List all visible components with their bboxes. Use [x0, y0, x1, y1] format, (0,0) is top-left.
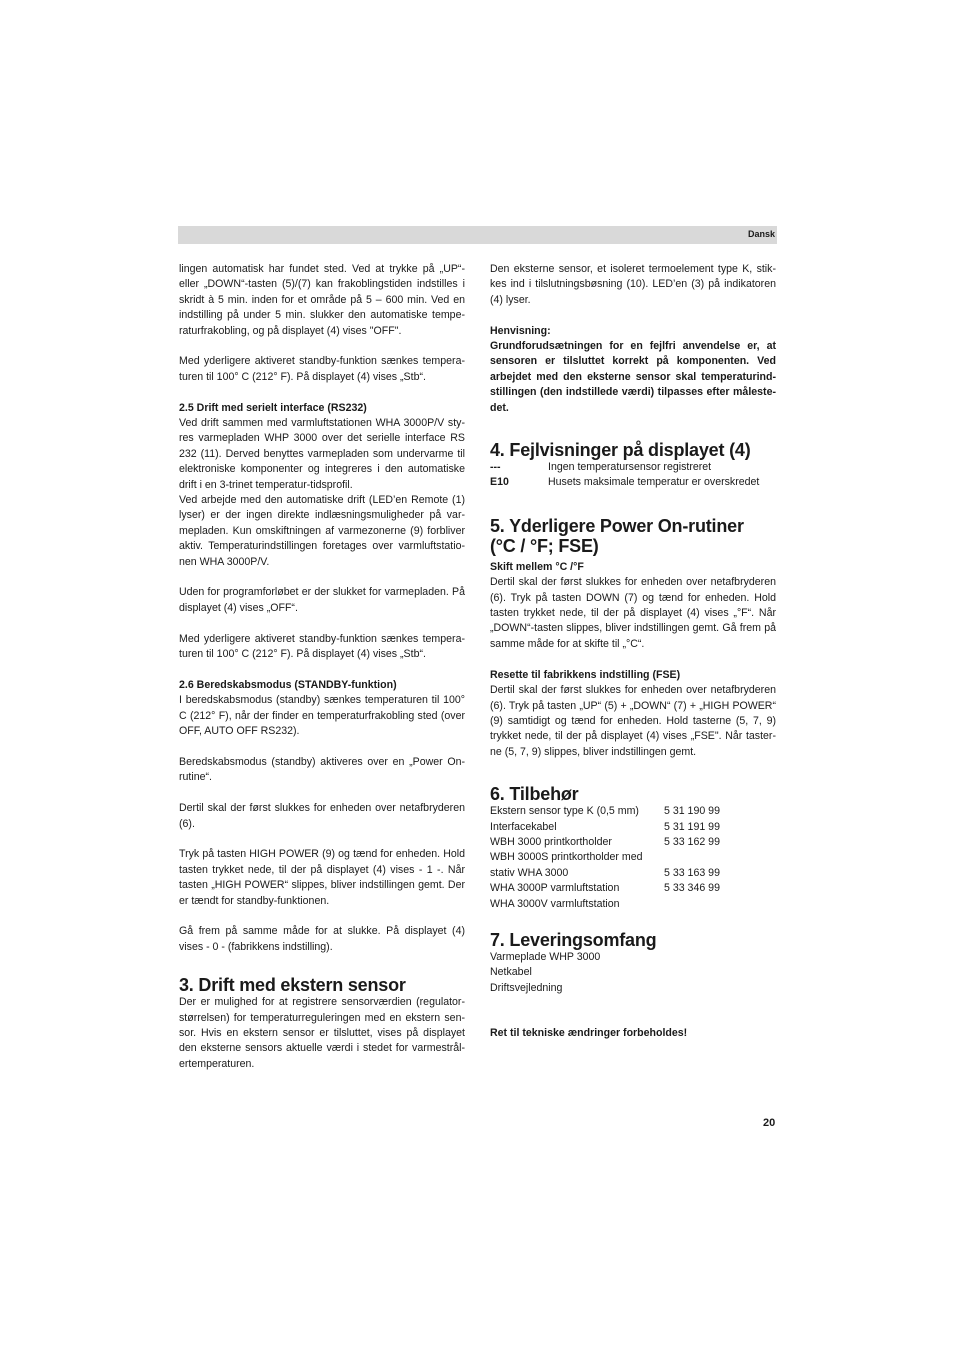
section-4-heading: 4. Fejlvisninger på displayet (4) [490, 440, 751, 461]
section-3-paragraph: Den eksterne sensor, et isoleret termoelement type K, stik-kes ind i tilslutningsbøsning (10). LED’en (3) på indikatoren (4) lyser. [490, 263, 776, 306]
section-5-heading: 5. Yderligere Power On-rutiner [490, 515, 744, 536]
accessory-name: WHA 3000P varmluftstation [490, 882, 620, 895]
footer-note: Ret til tekniske ændringer forbeholdes! [490, 1027, 688, 1040]
section-2-6-paragraph: Gå frem på samme måde for at slukke. På displayet (4) vises - 0 - (fabrikkens indstilling). [179, 925, 465, 953]
delivery-item: Netkabel [490, 966, 532, 979]
accessory-row [490, 897, 776, 912]
section-3-paragraph: Der er mulighed for at registrere sensorværdien (regulator-størrelsen) for temperaturreguleringen med en ekstern sen-sor. Hvis en ekstern sensor er tilsluttet, vises på displayet den eksterne sensors aktuelle værdi i stedet for varmestrål-ertemperaturen. [179, 996, 465, 1070]
accessory-name: Ekstern sensor type K (0,5 mm) [490, 805, 639, 818]
error-text: Husets maksimale temperatur er overskredet [548, 476, 760, 489]
section-5-heading-line-2: (°C / °F; FSE) [490, 535, 599, 556]
section-6-heading: 6. Tilbehør [490, 784, 579, 805]
error-row [490, 460, 776, 475]
note-text: Grundforudsætningen for en fejlfri anvendelse er, at sensoren er tilsluttet korrekt på komponenten. Ved arbejdet med den eksterne sensor skal temperaturind-stillingen (den indstillede værdi) tilpasses efter måleste-det. [490, 340, 776, 414]
accessory-row [490, 804, 776, 819]
accessory-name: WBH 3000 printkortholder [490, 835, 612, 848]
error-code: --- [490, 461, 501, 474]
header-bar [178, 226, 777, 244]
note-heading: Henvisning: [490, 324, 551, 337]
standby-paragraph: Med yderligere aktiveret standby-funktion sænkes tempera-turen til 100° C (212° F). På displayet (4) vises „Stb“. [179, 355, 465, 383]
accessory-row [490, 820, 776, 835]
accessory-name: Interfacekabel [490, 820, 557, 833]
accessory-name: stativ WHA 3000 [490, 866, 569, 879]
section-2-6-paragraph: Dertil skal der først slukkes for enheden over netafbryderen (6). [179, 802, 465, 830]
accessory-row [490, 881, 776, 896]
accessory-row [490, 850, 776, 865]
section-5-subheading: Skift mellem °C /°F [490, 560, 584, 573]
delivery-item: Driftsvejledning [490, 981, 563, 994]
standby-paragraph: Med yderligere aktiveret standby-funktion sænkes tempera-turen til 100° C (212° F). På displayet (4) vises „Stb“. [179, 632, 465, 661]
accessory-name: WHA 3000V varmluftstation [490, 897, 620, 910]
accessory-number: 5 31 190 99 [664, 805, 720, 818]
accessory-number: 5 33 346 99 [664, 882, 720, 895]
section-2-5-paragraph: Uden for programforløbet er der slukket for varmepladen. På displayet (4) vises „OFF“. [179, 586, 465, 614]
right-column [490, 262, 776, 1042]
section-5-paragraph: Dertil skal der først slukkes for enheden over netafbryderen (6). Tryk på tasten „UP“ (5) + „DOWN“ (7) + „HIGH POWER“ (9) samtidigt og tænd for enheden. Hold tasterne (5, 7, 9) trykket nede, til der på displayet (4) vises „FSE". Når taster-ne (5, 7, 9) slippes, bliver indstillingen gemt. [490, 684, 776, 758]
error-code: E10 [490, 476, 509, 489]
section-2-5-paragraph: Ved arbejde med den automatiske drift (LED’en Remote (1) lyser) er der ingen direkte indlæsningsmuligheder på var-mepladen. Kun omskiftningen af varmezonerne (9) forbliver aktiv. Temperaturindstillingen foretages over varmluftstatio-nen WHA 3000P/V. [179, 494, 465, 568]
error-text: Ingen temperatursensor registreret [548, 461, 712, 474]
section-2-6-paragraph: I beredskabsmodus (standby) sænkes temperaturen til 100° C (212° F), når der finder en temperaturfrakobling sted (over OFF, AUTO OFF RS232). [179, 694, 465, 738]
section-5-paragraph: Dertil skal der først slukkes for enheden over netafbryderen (6). Tryk på tasten DOWN (7) og tænd for enheden. Hold tasten trykket nede, til der på displayet (4) vises „°F“. Når „DOWN“-tasten slippes, bliver indstillingen gemt. Gå frem på samme måde for at skifte til „°C“. [490, 576, 776, 650]
accessory-name: WBH 3000S printkortholder med [490, 851, 643, 864]
error-row [490, 475, 776, 490]
language-label: Dansk [747, 229, 775, 239]
section-2-6-heading: 2.6 Beredskabsmodus (STANDBY-funktion) [179, 678, 397, 691]
section-7-heading: 7. Leveringsomfang [490, 929, 657, 950]
accessory-row [490, 835, 776, 850]
delivery-item: Varmeplade WHP 3000 [490, 950, 601, 963]
accessory-number: 5 31 191 99 [664, 820, 720, 833]
section-5-subheading: Resette til fabrikkens indstilling (FSE) [490, 668, 681, 681]
intro-paragraph: lingen automatisk har fundet sted. Ved at trykke på „UP“- eller „DOWN“-tasten (5)/(7) kan frakoblingstiden indstilles i skridt à 5 min. inden for et område på 5 – 600 min. Ved en indstilling på under 5 min. slukker den automatiske tempe-raturfrakobling, og på displayet (4) vises "OFF". [179, 263, 465, 337]
accessory-number: 5 33 163 99 [664, 866, 720, 879]
accessory-number: 5 33 162 99 [664, 835, 720, 848]
page-number: 20 [763, 1117, 776, 1129]
section-2-5-heading: 2.5 Drift med serielt interface (RS232) [179, 401, 367, 414]
section-2-6-paragraph: Beredskabsmodus (standby) aktiveres over en „Power On-rutine“. [179, 755, 465, 784]
section-2-5-paragraph: Ved drift sammen med varmluftstationen WHA 3000P/V sty-res varmepladen WHP 3000 over det serielle interface RS 232 (11). Derved benyttes varmepladen som undervarme til elektroniske komponenter og integreres i den automatiske drift i en 3-trinet temperatur-tidsprofil. [179, 417, 465, 491]
section-2-6-paragraph: Tryk på tasten HIGH POWER (9) og tænd for enheden. Hold tasten trykket nede, til der på displayet (4) vises - 1 -. Når tasten „HIGH POWER“ slippes, bliver indstillingen gemt. Der er tændt for standby-funktionen. [179, 848, 465, 907]
left-column [179, 262, 465, 1072]
accessory-row [490, 866, 776, 881]
section-3-heading: 3. Drift med ekstern sensor [179, 975, 406, 996]
